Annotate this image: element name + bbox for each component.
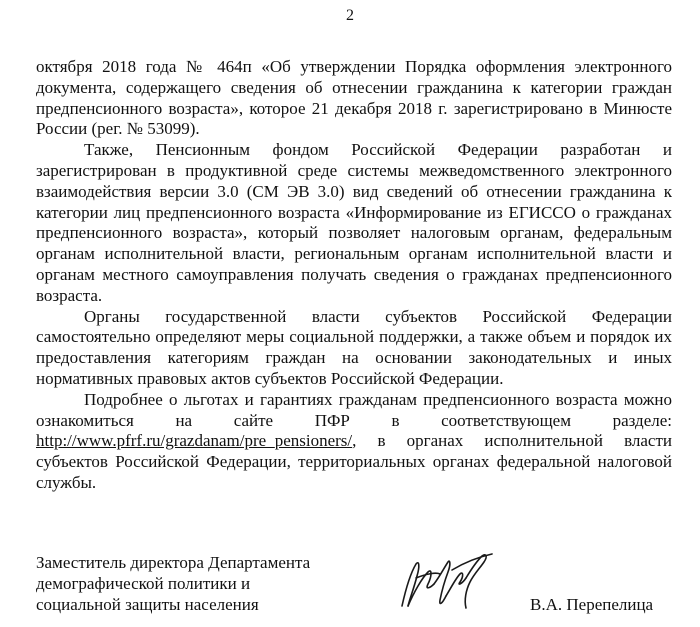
position-line-2: демографической политики и xyxy=(36,574,251,593)
signatory-name: В.А. Перепелица xyxy=(530,595,654,614)
paragraph-pension-fund: Также, Пенсионным фондом Российской Федерации разработан и зарегистрирован в продуктивной среде системы межведомственного электронного взаимодействия версии 3.0 (СМ ЭВ 3.0) вид сведений об отнесении гражданина к категории лиц предпенсионного возраста «Информирование из ЕГИССО о гражданах предпенсионного возраста», который позволяет налоговым органам, федеральным органам исполнительной власти, региональным органам исполнительной власти и органам местного самоуправления получать сведения о гражданах предпенсионного возраста. xyxy=(36,140,672,305)
position-line-1: Заместитель директора Департамента xyxy=(36,553,311,572)
paragraph-more-info xyxy=(36,390,672,494)
pfr-link[interactable]: http://www.pfrf.ru/grazdanam/pre_pensioners/ xyxy=(36,431,353,451)
paragraph-regional-authorities: Органы государственной власти субъектов Российской Федерации самостоятельно определяют меры социальной поддержки, а также объем и порядок их предоставления категориям граждан на основании законодательных и иных нормативных правовых актов субъектов Российской Федерации. xyxy=(36,306,672,388)
signatory-position xyxy=(36,552,336,615)
document-body xyxy=(36,57,672,494)
position-line-3: социальной защиты населения xyxy=(36,595,259,614)
paragraph-decree: октября 2018 года № 464п «Об утверждении Порядка оформления электронного документа, содержащего сведения об отнесении гражданина к категории граждан предпенсионного возраста», которое 21 декабря 2018 г. зарегистрировано в Минюсте России (рег. № 53099). xyxy=(36,57,672,139)
more-info-text-end: , в органах исполнительной власти субъектов Российской Федерации, территориальных органах федеральной налоговой службы. xyxy=(36,431,672,492)
page-number: 2 xyxy=(346,7,354,24)
more-info-text: Подробнее о льготах и гарантиях гражданам предпенсионного возраста можно ознакомиться на сайте ПФР в соответствующем разделе: xyxy=(36,389,672,430)
handwritten-signature xyxy=(396,548,496,618)
